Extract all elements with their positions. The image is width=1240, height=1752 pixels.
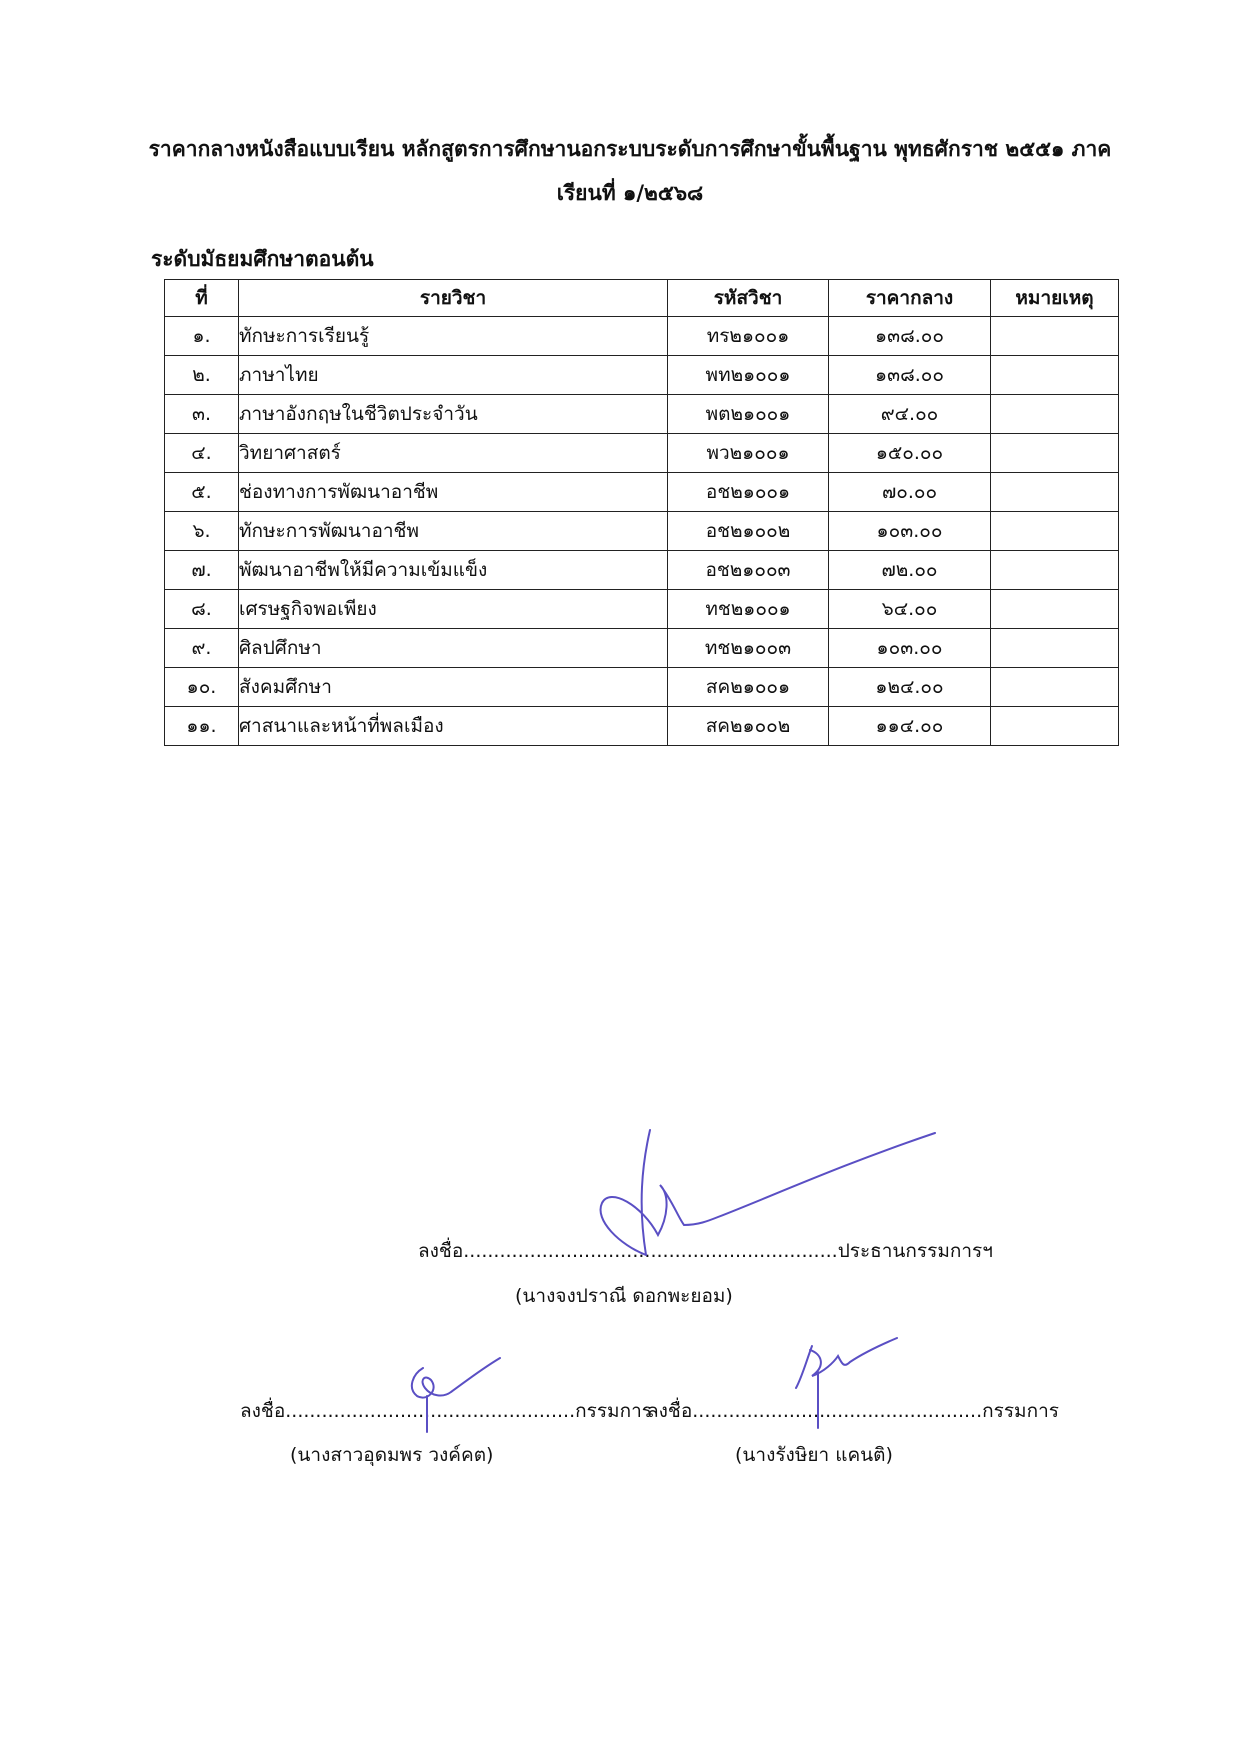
subject-code: อช๒๑๐๐๒: [668, 512, 829, 551]
subject-name: วิทยาศาสตร์: [239, 434, 668, 473]
member1-role: กรรมการ: [575, 1400, 652, 1422]
row-number: ๕.: [165, 473, 239, 512]
chair-sign-prefix: ลงชื่อ: [418, 1240, 464, 1262]
table-row: [165, 473, 1119, 512]
header-note: หมายเหตุ: [991, 280, 1119, 317]
member2-name: (นางรังษิยา แคนติ): [735, 1444, 893, 1466]
subject-name: ช่องทางการพัฒนาอาชีพ: [239, 473, 668, 512]
subject-code: พต๒๑๐๐๑: [668, 395, 829, 434]
subject-price: ๑๐๓.๐๐: [829, 629, 991, 668]
subject-name: เศรษฐกิจพอเพียง: [239, 590, 668, 629]
subject-code: สค๒๑๐๐๑: [668, 668, 829, 707]
row-number: ๒.: [165, 356, 239, 395]
member2-sign-prefix: ลงชื่อ: [647, 1400, 693, 1422]
price-table: [164, 279, 1119, 746]
member1-sign-dots: ................................................: [285, 1400, 576, 1422]
chair-handwritten-signature: [580, 1125, 950, 1265]
document-title-line1: ราคากลางหนังสือแบบเรียน หลักสูตรการศึกษานอกระบบระดับการศึกษาขั้นพื้นฐาน พุทธศักราช ๒๕๕๑ ภาค: [148, 137, 1112, 161]
subject-name: ทักษะการพัฒนาอาชีพ: [239, 512, 668, 551]
header-code: รหัสวิชา: [668, 280, 829, 317]
subject-price: ๑๓๘.๐๐: [829, 317, 991, 356]
table-row: [165, 356, 1119, 395]
subject-price: ๗๒.๐๐: [829, 551, 991, 590]
subject-price: ๑๓๘.๐๐: [829, 356, 991, 395]
header-subject: รายวิชา: [239, 280, 668, 317]
subject-code: พท๒๑๐๐๑: [668, 356, 829, 395]
member1-handwritten-signature: [395, 1340, 505, 1435]
subject-note: [991, 395, 1119, 434]
subject-code: สค๒๑๐๐๒: [668, 707, 829, 746]
subject-code: ทช๒๑๐๐๓: [668, 629, 829, 668]
subject-price: ๑๕๐.๐๐: [829, 434, 991, 473]
table-row: [165, 668, 1119, 707]
subject-name: ภาษาไทย: [239, 356, 668, 395]
header-no: ที่: [165, 280, 239, 317]
subject-note: [991, 551, 1119, 590]
subject-code: ทร๒๑๐๐๑: [668, 317, 829, 356]
row-number: ๑๑.: [165, 707, 239, 746]
member1-sign-prefix: ลงชื่อ: [240, 1400, 286, 1422]
row-number: ๗.: [165, 551, 239, 590]
table-row: [165, 512, 1119, 551]
subject-name: พัฒนาอาชีพให้มีความเข้มแข็ง: [239, 551, 668, 590]
subject-price: ๑๒๔.๐๐: [829, 668, 991, 707]
member1-name: (นางสาวอุดมพร วงค์คต): [290, 1444, 494, 1466]
subject-note: [991, 590, 1119, 629]
subject-price: ๑๐๓.๐๐: [829, 512, 991, 551]
chair-role: ประธานกรรมการฯ: [837, 1240, 993, 1262]
subject-price: ๑๑๔.๐๐: [829, 707, 991, 746]
header-price: ราคากลาง: [829, 280, 991, 317]
chair-name: (นางจงปราณี ดอกพะยอม): [515, 1285, 733, 1307]
subject-name: สังคมศึกษา: [239, 668, 668, 707]
member2-role: กรรมการ: [982, 1400, 1059, 1422]
subject-name: ทักษะการเรียนรู้: [239, 317, 668, 356]
row-number: ๘.: [165, 590, 239, 629]
chair-sign-dots: ..............................................................: [463, 1240, 838, 1262]
subject-note: [991, 434, 1119, 473]
member2-sign-dots: ................................................: [692, 1400, 983, 1422]
table-row: [165, 551, 1119, 590]
table-row: [165, 629, 1119, 668]
member2-handwritten-signature: [782, 1332, 902, 1432]
subject-name: ศิลปศึกษา: [239, 629, 668, 668]
subject-note: [991, 629, 1119, 668]
subject-price: ๗๐.๐๐: [829, 473, 991, 512]
row-number: ๑.: [165, 317, 239, 356]
row-number: ๖.: [165, 512, 239, 551]
row-number: ๑๐.: [165, 668, 239, 707]
table-row: [165, 590, 1119, 629]
table-row: [165, 395, 1119, 434]
row-number: ๙.: [165, 629, 239, 668]
subject-code: ทช๒๑๐๐๑: [668, 590, 829, 629]
subject-name: ศาสนาและหน้าที่พลเมือง: [239, 707, 668, 746]
table-header-row: [165, 280, 1119, 317]
subject-name: ภาษาอังกฤษในชีวิตประจำวัน: [239, 395, 668, 434]
document-title-line2: เรียนที่ ๑/๒๕๖๘: [556, 181, 704, 205]
subject-code: อช๒๑๐๐๑: [668, 473, 829, 512]
subject-note: [991, 473, 1119, 512]
subject-note: [991, 668, 1119, 707]
subject-code: อช๒๑๐๐๓: [668, 551, 829, 590]
subject-code: พว๒๑๐๐๑: [668, 434, 829, 473]
subject-note: [991, 317, 1119, 356]
subject-note: [991, 707, 1119, 746]
subject-note: [991, 356, 1119, 395]
table-row: [165, 434, 1119, 473]
level-heading: ระดับมัธยมศึกษาตอนต้น: [151, 247, 374, 271]
table-row: [165, 317, 1119, 356]
table-row: [165, 707, 1119, 746]
row-number: ๔.: [165, 434, 239, 473]
subject-price: ๙๔.๐๐: [829, 395, 991, 434]
subject-price: ๖๔.๐๐: [829, 590, 991, 629]
row-number: ๓.: [165, 395, 239, 434]
subject-note: [991, 512, 1119, 551]
